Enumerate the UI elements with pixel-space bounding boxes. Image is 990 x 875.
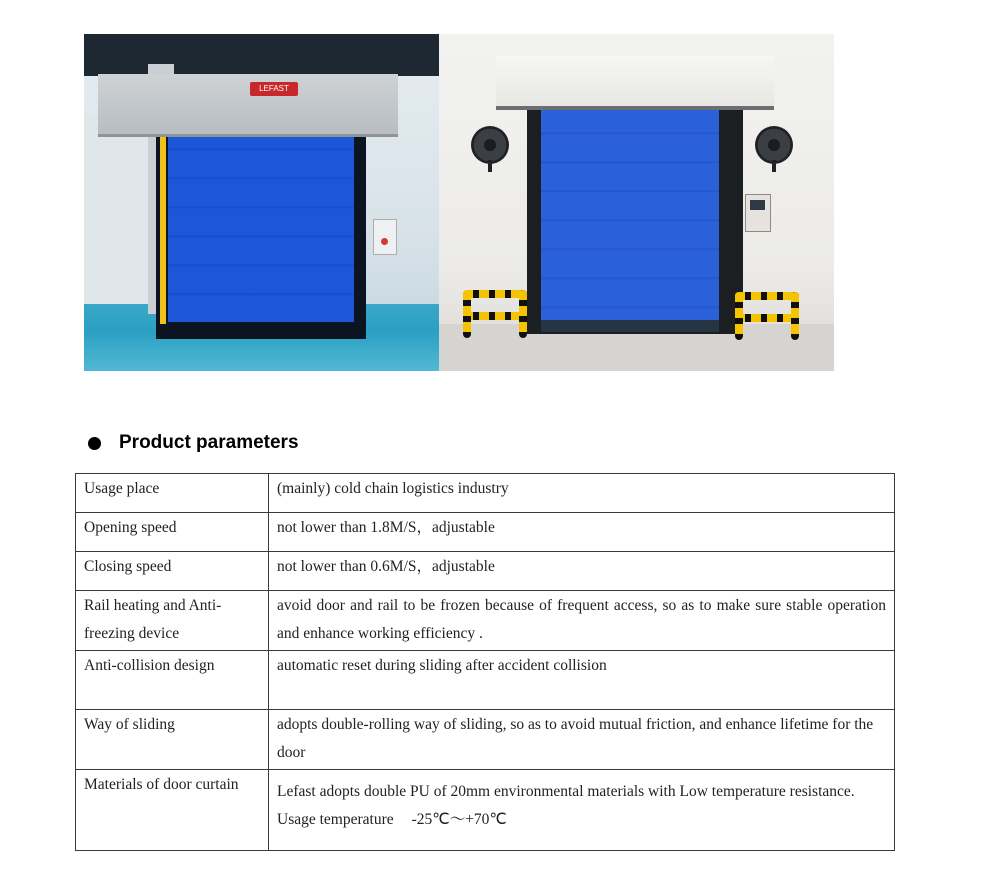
materials-text: Lefast adopts double PU of 20mm environmental materials with Low temperature resistance.: [277, 783, 855, 800]
param-value: adopts double-rolling way of sliding, so as to avoid mutual friction, and enhance lifetime for the door: [269, 710, 895, 770]
table-row: [76, 591, 895, 651]
param-value: not lower than 0.6M/S，adjustable: [269, 552, 895, 591]
bullet-icon: [88, 437, 101, 450]
param-value: automatic reset during sliding after accident collision: [269, 651, 895, 710]
table-row: [76, 474, 895, 513]
param-value: (mainly) cold chain logistics industry: [269, 474, 895, 513]
section-title: Product parameters: [119, 432, 299, 453]
door-bottom-bar: [541, 320, 719, 332]
section-heading: [88, 430, 299, 456]
param-label: Usage place: [76, 474, 269, 513]
control-box-icon: [745, 194, 771, 232]
wall: [84, 114, 154, 329]
table-row: [76, 770, 895, 851]
yellow-rail: [160, 134, 166, 324]
brand-logo: LEFAST: [250, 82, 298, 96]
table-row: [76, 651, 895, 710]
param-label: Closing speed: [76, 552, 269, 591]
fan-icon: [755, 126, 793, 170]
param-value: avoid door and rail to be frozen because of frequent access, so as to make sure stable operation and enhance working efficiency .: [269, 591, 895, 651]
param-label: Rail heating and Anti-freezing device: [76, 591, 269, 651]
door-header-box: [496, 56, 774, 110]
right-door-photo: [439, 34, 834, 371]
table-row: [76, 710, 895, 770]
door-header-box: [98, 74, 398, 137]
usage-temperature-value: -25℃～+70℃: [411, 811, 507, 828]
safety-guard-icon: [735, 292, 799, 340]
param-label: Materials of door curtain: [76, 770, 269, 851]
param-label: Anti-collision design: [76, 651, 269, 710]
door-curtain: [168, 122, 354, 322]
safety-guard-icon: [463, 290, 527, 338]
param-label: Way of sliding: [76, 710, 269, 770]
usage-temperature-label: Usage temperature: [277, 811, 394, 828]
fan-icon: [471, 126, 509, 170]
table-row: [76, 552, 895, 591]
left-door-photo: [84, 34, 439, 371]
param-label: Opening speed: [76, 513, 269, 552]
param-value: [269, 770, 895, 851]
door-curtain: [541, 106, 719, 320]
table-row: [76, 513, 895, 552]
control-box-icon: [373, 219, 397, 255]
product-photos: [84, 34, 834, 371]
parameters-table: [75, 473, 895, 851]
param-value: not lower than 1.8M/S，adjustable: [269, 513, 895, 552]
ceiling: [84, 34, 439, 76]
